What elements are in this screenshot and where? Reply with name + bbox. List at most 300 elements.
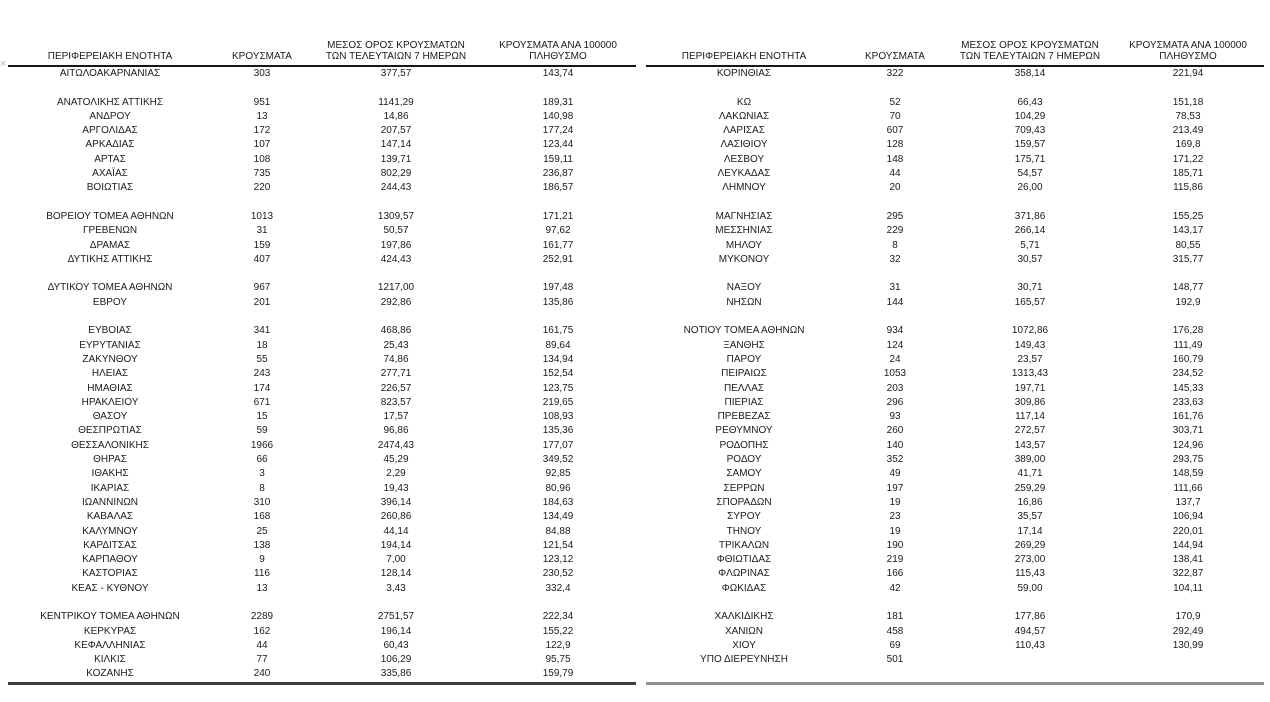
per100k-cell: 123,75 [542, 382, 574, 394]
per100k-cell: 176,28 [1172, 325, 1204, 337]
avg7days-cell: 44,14 [383, 525, 409, 537]
table-row [8, 124, 636, 138]
per100k-cell [1112, 653, 1264, 667]
avg7days-cell: 45,29 [383, 454, 409, 466]
per100k-cell: 138,41 [1172, 554, 1204, 566]
avg7days-cell: 396,14 [380, 496, 412, 508]
per100k-cell: 159,11 [543, 153, 573, 165]
region-cell: ΜΥΚΟΝΟΥ [718, 253, 770, 265]
avg7days-cell: 177,86 [1014, 611, 1046, 623]
spacer-row [8, 310, 636, 324]
per100k-cell: 108,93 [542, 411, 574, 423]
table-row [8, 467, 636, 481]
table-row [646, 253, 1264, 267]
cases-cell: 116 [254, 568, 270, 580]
table-row [8, 339, 636, 353]
table-row [646, 296, 1264, 310]
per100k-cell: 137,7 [1175, 496, 1201, 508]
region-cell: ΧΑΛΚΙΔΙΚΗΣ [714, 611, 774, 623]
region-cell: ΚΕΑΣ - ΚΥΘΝΟΥ [71, 582, 149, 594]
cases-cell: 108 [253, 153, 271, 165]
table-row [8, 281, 636, 295]
per100k-cell: 220,01 [1172, 525, 1204, 537]
region-cell: ΛΑΚΩΝΙΑΣ [718, 110, 770, 122]
region-cell: ΚΟΡΙΝΘΙΑΣ [716, 68, 772, 79]
per100k-cell: 89,64 [545, 339, 571, 351]
avg7days-cell: 335,86 [380, 668, 412, 680]
table-row [8, 482, 636, 496]
per100k-cell: 161,76 [1172, 411, 1204, 423]
region-cell: ΑΡΓΟΛΙΔΑΣ [82, 125, 138, 137]
avg7days-cell: 159,57 [1014, 139, 1046, 151]
avg7days-cell: 147,14 [380, 139, 412, 151]
spacer-cell [646, 267, 1264, 281]
cases-cell: 303 [253, 68, 271, 79]
avg7days-cell: 26,00 [1017, 182, 1043, 194]
avg7days-cell: 207,57 [380, 125, 412, 137]
table-row [8, 239, 636, 253]
cases-cell: 8 [259, 482, 265, 494]
cases-cell: 310 [253, 496, 271, 508]
table-row [646, 281, 1264, 295]
region-cell: ΚΩ [736, 96, 752, 108]
avg7days-cell: 16,86 [1017, 496, 1043, 508]
per100k-cell: 221,94 [1172, 68, 1204, 79]
table-body [8, 66, 636, 683]
region-cell: ΚΑΣΤΟΡΙΑΣ [82, 568, 138, 580]
cases-cell: 19 [889, 496, 901, 508]
avg7days-cell: 802,29 [380, 168, 412, 180]
per100k-cell: 104,11 [1173, 582, 1203, 594]
avg7days-cell: 60,43 [383, 639, 409, 651]
table-row [8, 66, 636, 81]
avg7days-cell: 149,43 [1014, 339, 1046, 351]
avg7days-cell: 709,43 [1014, 125, 1046, 137]
cases-cell: 458 [886, 625, 904, 637]
per100k-cell: 80,55 [1175, 239, 1201, 251]
table-row [8, 539, 636, 553]
per100k-cell: 222,34 [542, 611, 574, 623]
region-cell: ΣΠΟΡΑΔΩΝ [716, 496, 772, 508]
avg7days-cell: 7,00 [386, 554, 406, 566]
table-row [646, 124, 1264, 138]
table-row [8, 110, 636, 124]
table-row [646, 625, 1264, 639]
spacer-cell [8, 596, 636, 610]
region-cell: ΜΕΣΣΗΝΙΑΣ [715, 225, 773, 237]
region-cell: ΒΟΙΩΤΙΑΣ [86, 182, 134, 194]
table-row [646, 324, 1264, 338]
region-cell: ΠΑΡΟΥ [726, 353, 762, 365]
avg7days-cell: 389,00 [1014, 454, 1046, 466]
per100k-cell: 135,36 [542, 425, 574, 437]
cases-cell: 172 [253, 125, 271, 137]
avg7days-cell: 106,29 [380, 654, 412, 666]
cases-cell: 93 [889, 411, 901, 423]
region-cell: ΠΕΙΡΑΙΩΣ [721, 368, 767, 380]
cases-cell: 671 [253, 396, 271, 408]
spacer-cell [8, 81, 636, 95]
per100k-cell: 95,75 [545, 654, 571, 666]
per100k-cell: 122,9 [545, 639, 571, 651]
table-body [646, 66, 1264, 683]
table-row [646, 653, 1264, 667]
per100k-cell: 197,48 [542, 282, 574, 294]
table-row [8, 667, 636, 683]
per100k-cell: 233,63 [1172, 396, 1204, 408]
cases-cell: 148 [886, 153, 904, 165]
cases-cell: 18 [256, 339, 268, 351]
region-cell: ΔΥΤΙΚΗΣ ΑΤΤΙΚΗΣ [67, 253, 153, 265]
cases-cell: 124 [886, 339, 904, 351]
cases-cell: 501 [886, 654, 904, 666]
cases-cell: 55 [256, 353, 268, 365]
avg7days-cell: 50,57 [383, 225, 409, 237]
table-header [646, 30, 1264, 66]
per100k-cell: 84,88 [545, 525, 571, 537]
per100k-cell: 92,85 [545, 468, 571, 480]
table-row [646, 553, 1264, 567]
cases-cell: 229 [886, 225, 904, 237]
column-header-region: ΠΕΡΙΦΕΡΕΙΑΚΗ ΕΝΟΤΗΤΑ [681, 51, 807, 62]
region-cell: ΚΕΝΤΡΙΚΟΥ ΤΟΜΕΑ ΑΘΗΝΩΝ [40, 611, 180, 623]
region-cell: ΘΕΣΣΑΛΟΝΙΚΗΣ [71, 439, 149, 451]
per100k-cell: 80,96 [545, 482, 571, 494]
region-cell: ΚΑΡΔΙΤΣΑΣ [83, 539, 137, 551]
avg7days-cell: 1313,43 [1011, 368, 1049, 380]
region-cell: ΦΘΙΩΤΙΔΑΣ [716, 554, 772, 566]
region-cell: ΝΟΤΙΟΥ ΤΟΜΕΑ ΑΘΗΝΩΝ [683, 325, 805, 337]
avg7days-cell: 272,57 [1014, 425, 1046, 437]
table-row [646, 239, 1264, 253]
avg7days-cell: 194,14 [380, 539, 412, 551]
region-cell: ΞΑΝΘΗΣ [723, 339, 765, 351]
spacer-row [646, 596, 1264, 610]
cases-cell: 59 [256, 425, 268, 437]
cases-cell: 49 [889, 468, 901, 480]
region-cell: ΖΑΚΥΝΘΟΥ [82, 353, 138, 365]
cases-cell: 69 [889, 639, 901, 651]
cases-cell: 19 [889, 525, 901, 537]
region-cell: ΣΑΜΟΥ [726, 468, 762, 480]
avg7days-cell: 41,71 [1017, 468, 1043, 480]
per100k-cell: 111,49 [1173, 339, 1203, 351]
table-row [8, 367, 636, 381]
cases-cell: 1013 [250, 210, 274, 222]
region-cell: ΚΕΡΚΥΡΑΣ [83, 625, 137, 637]
table-row [8, 639, 636, 653]
region-cell: ΑΡΤΑΣ [94, 153, 126, 165]
region-cell: ΗΛΕΙΑΣ [91, 368, 129, 380]
spacer-cell [646, 310, 1264, 324]
per100k-cell: 160,79 [1172, 353, 1204, 365]
region-cell: ΗΡΑΚΛΕΙΟΥ [81, 396, 139, 408]
avg7days-cell: 30,71 [1017, 282, 1043, 294]
table-row [646, 382, 1264, 396]
table-row [646, 66, 1264, 81]
region-cell: ΑΡΚΑΔΙΑΣ [85, 139, 135, 151]
cases-cell: 967 [253, 282, 271, 294]
table-row [8, 610, 636, 624]
avg7days-cell: 128,14 [380, 568, 412, 580]
cases-cell: 13 [256, 110, 268, 122]
cases-cell: 77 [256, 654, 268, 666]
per100k-cell: 124,96 [1172, 439, 1204, 451]
column-header-region: ΠΕΡΙΦΕΡΕΙΑΚΗ ΕΝΟΤΗΤΑ [47, 51, 173, 62]
table-row [646, 96, 1264, 110]
per100k-cell: 185,71 [1172, 168, 1204, 180]
table-row [646, 181, 1264, 195]
cases-cell: 341 [253, 325, 271, 337]
avg7days-cell: 494,57 [1014, 625, 1046, 637]
table-row [646, 339, 1264, 353]
table-row [8, 553, 636, 567]
table-row [8, 653, 636, 667]
region-cell: ΕΒΡΟΥ [92, 296, 128, 308]
cases-cell: 220 [253, 182, 271, 194]
region-cell: ΚΑΛΥΜΝΟΥ [82, 525, 138, 537]
table-row [8, 210, 636, 224]
cases-cell: 31 [889, 282, 901, 294]
table-row [8, 396, 636, 410]
avg7days-cell: 30,57 [1017, 253, 1043, 265]
region-cell: ΘΕΣΠΡΩΤΙΑΣ [78, 425, 142, 437]
per100k-cell: 234,52 [1172, 368, 1204, 380]
avg7days-cell: 1141,29 [378, 96, 414, 108]
cases-cell: 295 [886, 210, 904, 222]
avg7days-cell: 104,29 [1014, 110, 1046, 122]
per100k-cell: 144,94 [1172, 539, 1204, 551]
avg7days-cell: 35,57 [1017, 511, 1043, 523]
avg7days-cell: 3,43 [386, 582, 406, 594]
region-cell: ΤΗΝΟΥ [726, 525, 762, 537]
table-row [8, 138, 636, 152]
cases-cell: 15 [256, 411, 268, 423]
region-cell: ΠΙΕΡΙΑΣ [724, 396, 764, 408]
region-cell: ΗΜΑΘΙΑΣ [87, 382, 133, 394]
table-row [646, 353, 1264, 367]
cases-cell: 735 [253, 168, 271, 180]
column-header-cases: ΚΡΟΥΣΜΑΤΑ [865, 51, 925, 62]
cases-cell: 1966 [250, 439, 274, 451]
region-cell: ΦΩΚΙΔΑΣ [721, 582, 767, 594]
region-cell: ΣΥΡΟΥ [727, 511, 761, 523]
per100k-cell: 252,91 [542, 253, 574, 265]
avg7days-cell: 197,71 [1014, 382, 1046, 394]
region-cell: ΧΙΟΥ [732, 639, 756, 651]
spacer-row [646, 81, 1264, 95]
table-row [8, 410, 636, 424]
region-cell: ΣΕΡΡΩΝ [723, 482, 765, 494]
cases-cell: 138 [253, 539, 271, 551]
table-row [646, 367, 1264, 381]
cases-cell: 107 [253, 139, 271, 151]
cases-cell: 9 [259, 554, 265, 566]
region-cell: ΘΗΡΑΣ [93, 454, 127, 466]
cases-cell: 52 [889, 96, 901, 108]
region-cell: ΙΩΑΝΝΙΝΩΝ [81, 496, 139, 508]
column-header-avg7days: ΜΕΣΟΣ ΟΡΟΣ ΚΡΟΥΣΜΑΤΩΝ ΤΩΝ ΤΕΛΕΥΤΑΙΩΝ 7 ΗΜΕΡΩΝ [325, 40, 467, 62]
avg7days-cell: 259,29 [1014, 482, 1046, 494]
cases-cell: 260 [886, 425, 904, 437]
spacer-cell [646, 196, 1264, 210]
per100k-cell: 169,8 [1175, 139, 1201, 151]
spacer-cell [646, 667, 1264, 683]
avg7days-cell: 96,86 [383, 425, 409, 437]
table-row [8, 510, 636, 524]
per100k-cell: 148,77 [1172, 282, 1204, 294]
cases-cell: 219 [886, 554, 904, 566]
cases-cell: 203 [886, 382, 904, 394]
avg7days-cell: 244,43 [380, 182, 412, 194]
per100k-cell: 155,25 [1172, 210, 1204, 222]
table-header [8, 30, 636, 66]
region-cell: ΡΟΔΟΥ [726, 454, 762, 466]
avg7days-cell: 74,86 [383, 353, 409, 365]
avg7days-cell: 175,71 [1014, 153, 1046, 165]
avg7days-cell: 309,86 [1014, 396, 1046, 408]
cases-cell: 23 [889, 511, 901, 523]
per100k-cell: 140,98 [542, 110, 574, 122]
spacer-row [646, 267, 1264, 281]
cases-cell: 3 [259, 468, 265, 480]
table-row [646, 539, 1264, 553]
cases-cell: 243 [253, 368, 271, 380]
region-cell: ΜΑΓΝΗΣΙΑΣ [715, 210, 773, 222]
per100k-cell: 230,52 [542, 568, 574, 580]
per100k-cell: 115,86 [1173, 182, 1203, 194]
cases-cell: 2289 [250, 611, 274, 623]
per100k-cell: 151,18 [1172, 96, 1204, 108]
cases-cell: 44 [889, 168, 901, 180]
avg7days-cell: 424,43 [380, 253, 412, 265]
spacer-row [646, 196, 1264, 210]
per100k-cell: 106,94 [1172, 511, 1204, 523]
cases-cell: 159 [253, 239, 271, 251]
table-row [8, 181, 636, 195]
region-cell: ΚΟΖΑΝΗΣ [86, 668, 134, 680]
per100k-cell: 161,77 [542, 239, 574, 251]
per100k-cell: 236,87 [542, 168, 574, 180]
cases-cell: 1053 [883, 368, 907, 380]
region-cell: ΙΘΑΚΗΣ [91, 468, 129, 480]
per100k-cell: 177,24 [542, 125, 574, 137]
per100k-cell: 148,59 [1172, 468, 1204, 480]
region-cell: ΤΡΙΚΑΛΩΝ [718, 539, 770, 551]
per100k-cell: 292,49 [1172, 625, 1204, 637]
column-header-per100k: ΚΡΟΥΣΜΑΤΑ ΑΝΑ 100000 ΠΛΗΘΥΣΜΟ [499, 40, 617, 62]
region-cell: ΛΕΣΒΟΥ [723, 153, 765, 165]
region-cell: ΠΡΕΒΕΖΑΣ [717, 411, 771, 423]
per100k-cell: 184,63 [542, 496, 574, 508]
avg7days-cell: 2474,43 [377, 439, 415, 451]
region-cell: ΚΙΛΚΙΣ [94, 654, 126, 666]
column-header-per100k: ΚΡΟΥΣΜΑΤΑ ΑΝΑ 100000 ΠΛΗΘΥΣΜΟ [1129, 40, 1247, 62]
avg7days-cell: 143,57 [1014, 439, 1046, 451]
region-cell: ΔΡΑΜΑΣ [89, 239, 131, 251]
table-row [8, 496, 636, 510]
avg7days-cell: 260,86 [380, 511, 412, 523]
cases-cell: 168 [253, 511, 271, 523]
table-row [646, 639, 1264, 653]
cases-cell: 352 [886, 454, 904, 466]
per100k-cell: 145,33 [1172, 382, 1204, 394]
region-cell: ΑΝΔΡΟΥ [89, 110, 131, 122]
cases-cell: 934 [886, 325, 904, 337]
region-cell: ΒΟΡΕΙΟΥ ΤΟΜΕΑ ΑΘΗΝΩΝ [46, 210, 174, 222]
table-row [646, 582, 1264, 596]
avg7days-cell: 277,71 [380, 368, 412, 380]
region-cell: ΙΚΑΡΙΑΣ [90, 482, 130, 494]
cases-cell: 166 [886, 568, 904, 580]
per100k-cell: 97,62 [545, 225, 571, 237]
region-cell: ΠΕΛΛΑΣ [723, 382, 765, 394]
avg7days-cell: 377,57 [380, 68, 412, 79]
avg7days-cell: 266,14 [1014, 225, 1046, 237]
column-header-avg7days: ΜΕΣΟΣ ΟΡΟΣ ΚΡΟΥΣΜΑΤΩΝ ΤΩΝ ΤΕΛΕΥΤΑΙΩΝ 7 ΗΜΕΡΩΝ [959, 40, 1101, 62]
table-row [646, 153, 1264, 167]
table-row [8, 567, 636, 581]
table-row [646, 167, 1264, 181]
avg7days-cell: 196,14 [380, 625, 412, 637]
cases-cell: 144 [886, 296, 904, 308]
region-cell: ΛΑΡΙΣΑΣ [723, 125, 765, 137]
regional-cases-table-right [646, 30, 1264, 685]
per100k-cell: 315,77 [1172, 253, 1204, 265]
table-row [8, 167, 636, 181]
region-cell: ΝΑΞΟΥ [726, 282, 762, 294]
cases-cell: 407 [253, 253, 271, 265]
avg7days-cell: 273,00 [1014, 554, 1046, 566]
avg7days-cell [948, 653, 1112, 667]
cases-cell: 70 [889, 110, 901, 122]
table-row [646, 439, 1264, 453]
avg7days-cell: 1072,86 [1011, 325, 1049, 337]
per100k-cell: 332,4 [545, 582, 571, 594]
region-cell: ΚΑΡΠΑΘΟΥ [82, 554, 138, 566]
table-row [646, 410, 1264, 424]
spacer-cell [646, 81, 1264, 95]
avg7days-cell: 59,00 [1017, 582, 1043, 594]
table-row [8, 382, 636, 396]
table-row [8, 224, 636, 238]
header-row [646, 30, 1264, 66]
per100k-cell: 303,71 [1172, 425, 1204, 437]
cases-cell: 174 [253, 382, 271, 394]
cases-cell: 31 [256, 225, 268, 237]
table-row [646, 210, 1264, 224]
cases-cell: 190 [886, 539, 904, 551]
spacer-cell [646, 596, 1264, 610]
per100k-cell: 111,66 [1173, 482, 1203, 494]
cases-cell: 162 [253, 625, 271, 637]
avg7days-cell: 165,57 [1014, 296, 1046, 308]
per100k-cell: 159,79 [542, 668, 574, 680]
table-row [8, 253, 636, 267]
region-cell: ΕΥΡΥΤΑΝΙΑΣ [79, 339, 141, 351]
avg7days-cell: 54,57 [1017, 168, 1043, 180]
region-cell: ΓΡΕΒΕΝΩΝ [82, 225, 138, 237]
table-row [646, 496, 1264, 510]
avg7days-cell: 14,86 [383, 110, 409, 122]
avg7days-cell: 17,14 [1017, 525, 1043, 537]
region-cell: ΑΧΑΪΑΣ [92, 168, 128, 180]
header-row [8, 30, 636, 66]
table-row [8, 625, 636, 639]
spacer-row [646, 310, 1264, 324]
region-cell: ΚΑΒΑΛΑΣ [86, 511, 134, 523]
avg7days-cell: 371,86 [1014, 210, 1046, 222]
